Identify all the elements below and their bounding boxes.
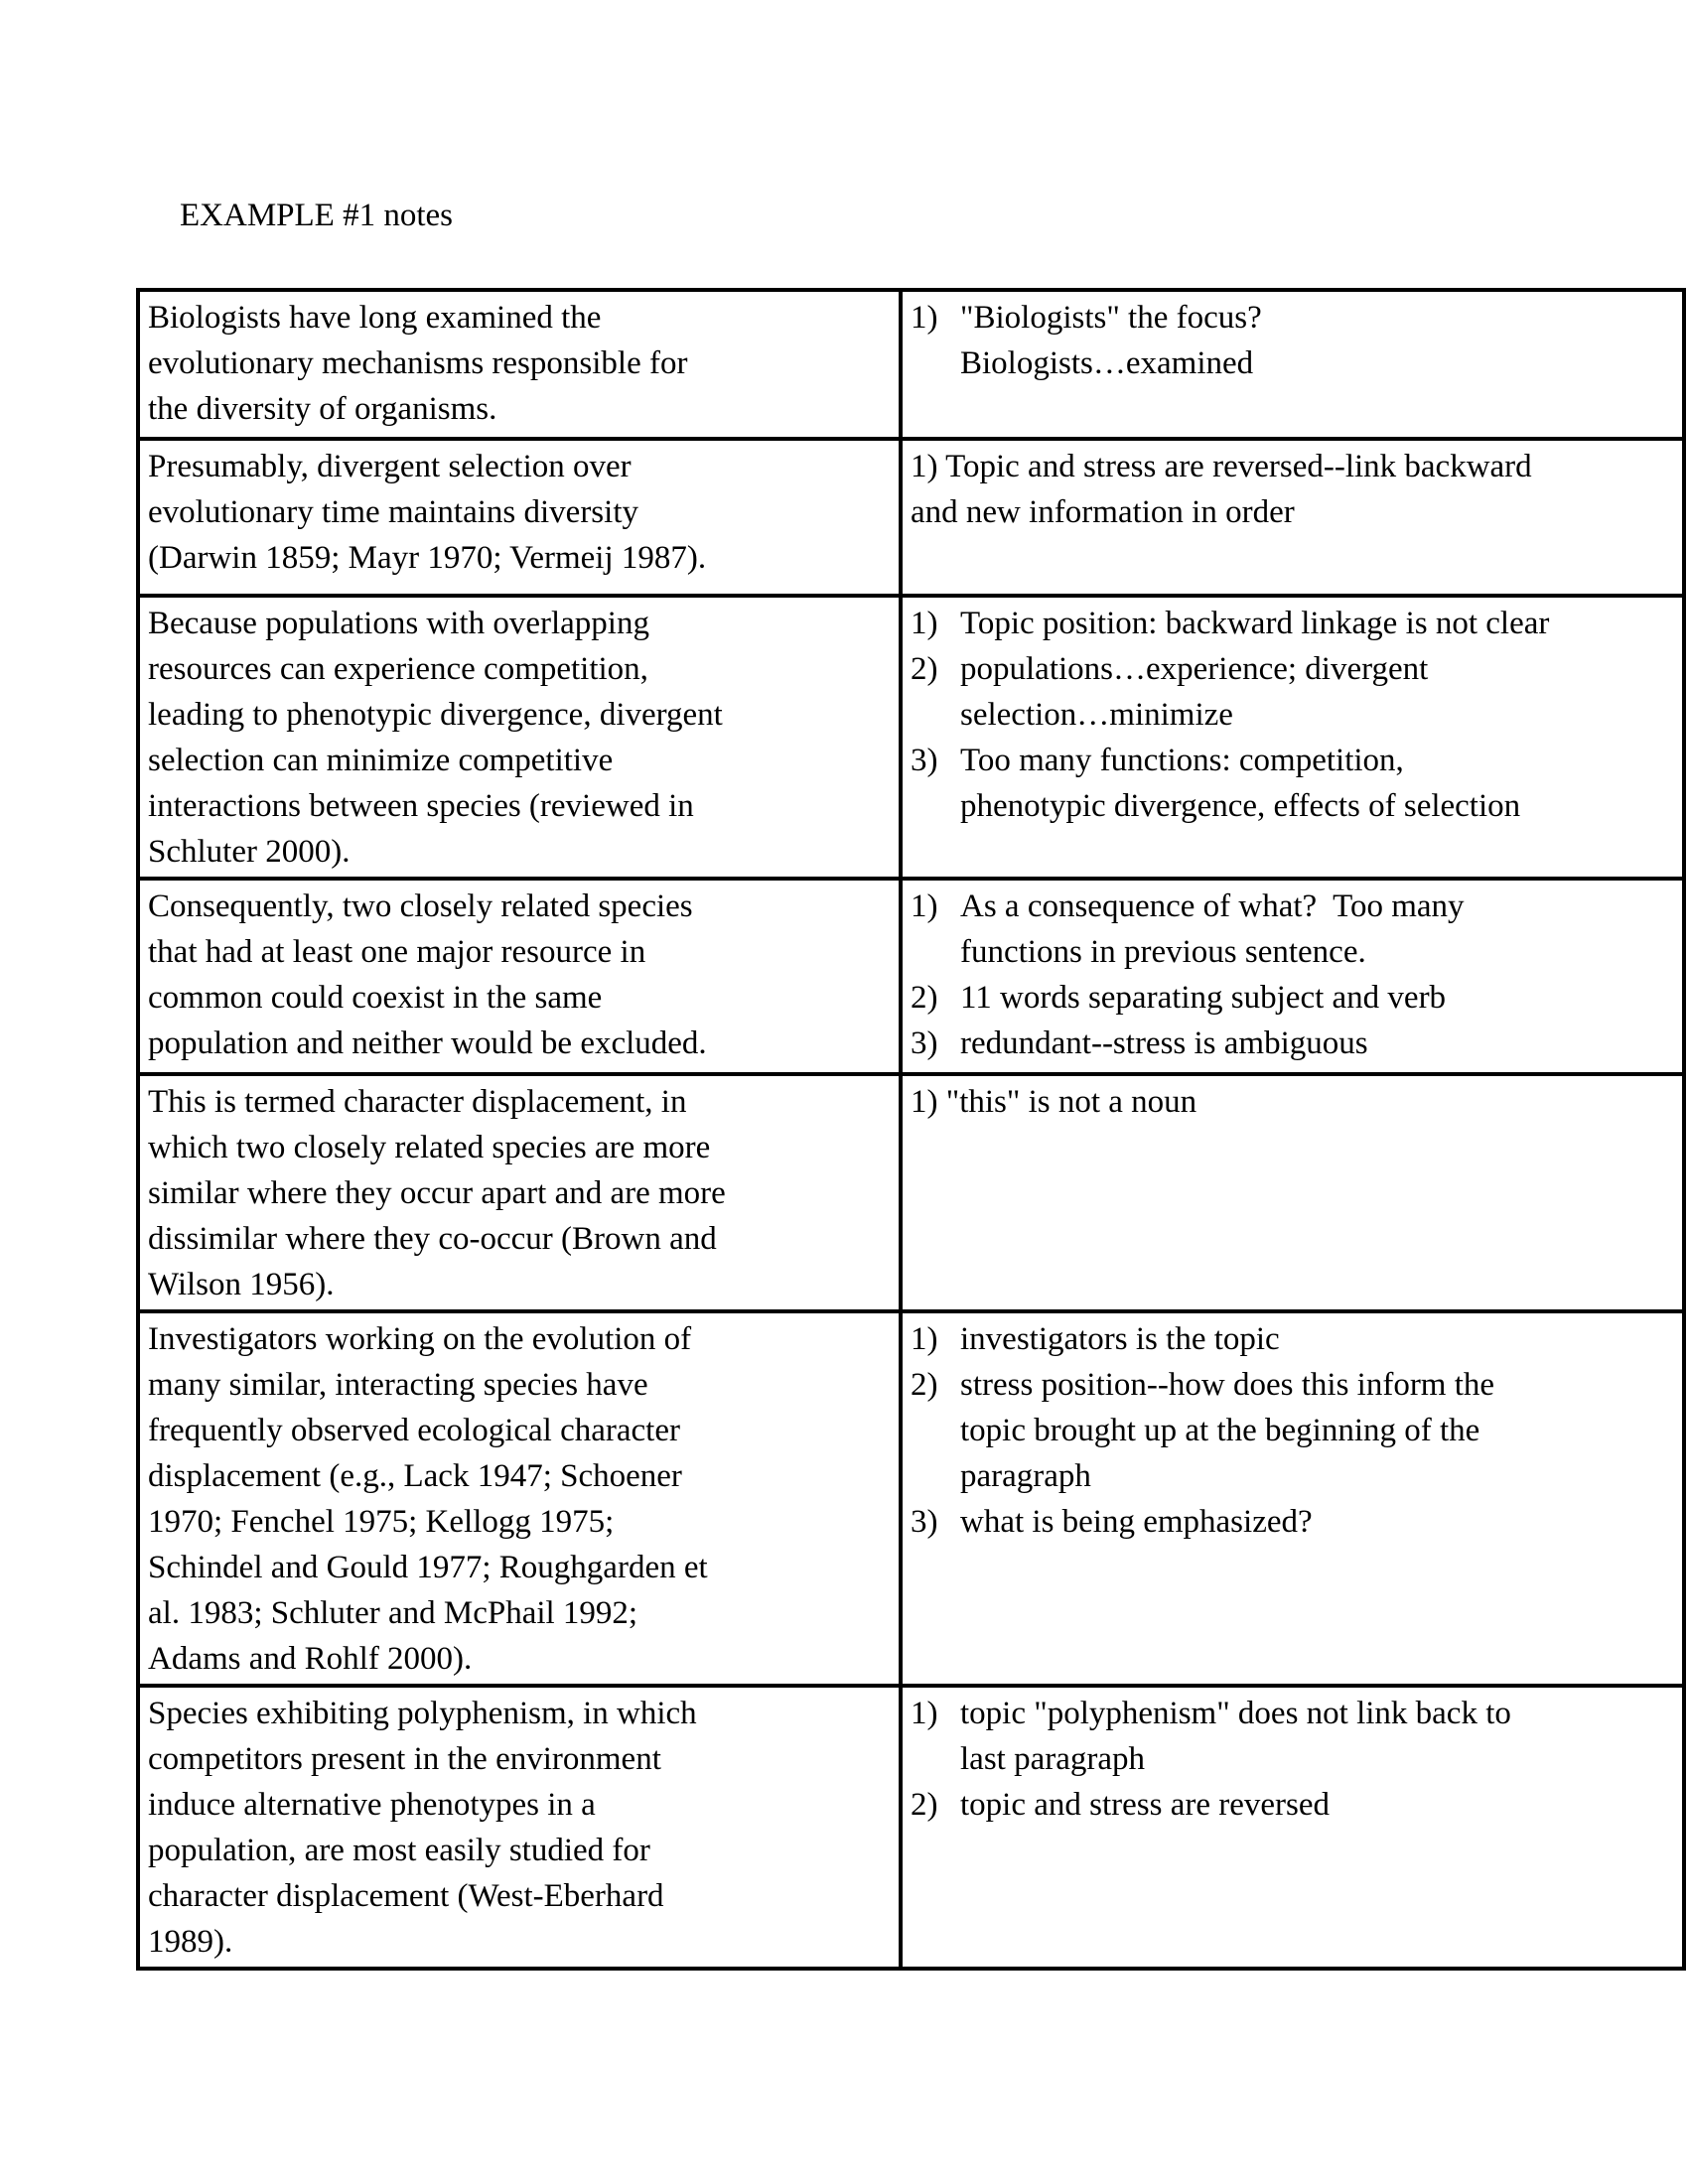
- text-line: 1) "this" is not a noun: [911, 1084, 1197, 1120]
- text-line: population and neither would be excluded.: [148, 1025, 707, 1061]
- note-item: [911, 1021, 1674, 1066]
- text-line: 1989).: [148, 1924, 233, 1960]
- text-line: populations…experience; divergent: [960, 651, 1429, 687]
- source-sentence-cell: [138, 1074, 901, 1311]
- table-row: [138, 439, 1684, 596]
- notes-cell: [901, 596, 1684, 879]
- text-line: that had at least one major resource in: [148, 934, 646, 970]
- text-line: Wilson 1956).: [148, 1267, 335, 1302]
- text-line: the diversity of organisms.: [148, 391, 497, 427]
- text-line: frequently observed ecological character: [148, 1413, 680, 1448]
- page-title: EXAMPLE #1 notes: [180, 198, 453, 233]
- text-line: Too many functions: competition,: [960, 743, 1404, 778]
- text-line: topic and stress are reversed: [960, 1787, 1331, 1823]
- text-line: Schluter 2000).: [148, 834, 351, 870]
- text-line: and new information in order: [911, 494, 1295, 530]
- text-line: population, are most easily studied for: [148, 1833, 650, 1868]
- source-sentence-cell: [138, 290, 901, 439]
- table-row: [138, 879, 1684, 1074]
- note-item-marker: 2): [911, 1367, 938, 1403]
- note-item-marker: 3): [911, 743, 938, 778]
- text-line: last paragraph: [960, 1741, 1145, 1777]
- note-item: [911, 738, 1674, 829]
- text-line: Topic position: backward linkage is not clear: [960, 606, 1550, 641]
- table-row: [138, 596, 1684, 879]
- note-item: [911, 1316, 1674, 1362]
- source-sentence-cell: [138, 439, 901, 596]
- notes-cell: [901, 1311, 1684, 1686]
- text-line: Because populations with overlapping: [148, 606, 649, 641]
- text-line: Schindel and Gould 1977; Roughgarden et: [148, 1550, 708, 1585]
- text-line: common could coexist in the same: [148, 980, 603, 1016]
- note-item-marker: 1): [911, 888, 938, 924]
- note-item-marker: 1): [911, 1321, 938, 1357]
- text-line: investigators is the topic: [960, 1321, 1280, 1357]
- text-line: Consequently, two closely related species: [148, 888, 693, 924]
- text-line: This is termed character displacement, in: [148, 1084, 687, 1120]
- notes-cell: [901, 290, 1684, 439]
- text-line: similar where they occur apart and are more: [148, 1175, 726, 1211]
- note-item: [911, 601, 1674, 646]
- text-line: phenotypic divergence, effects of selection: [960, 788, 1521, 824]
- source-sentence-cell: [138, 1311, 901, 1686]
- note-item-marker: 1): [911, 300, 938, 336]
- table-row: [138, 290, 1684, 439]
- text-line: 1970; Fenchel 1975; Kellogg 1975;: [148, 1504, 615, 1540]
- text-line: As a consequence of what? Too many: [960, 888, 1465, 924]
- notes-cell: [901, 879, 1684, 1074]
- text-line: selection…minimize: [960, 697, 1233, 733]
- text-line: induce alternative phenotypes in a: [148, 1787, 596, 1823]
- text-line: dissimilar where they co-occur (Brown and: [148, 1221, 717, 1257]
- text-line: leading to phenotypic divergence, divergent: [148, 697, 723, 733]
- source-sentence-cell: [138, 596, 901, 879]
- note-item-marker: 2): [911, 651, 938, 687]
- text-line: al. 1983; Schluter and McPhail 1992;: [148, 1595, 638, 1631]
- text-line: paragraph: [960, 1458, 1091, 1494]
- table-row: [138, 1074, 1684, 1311]
- notes-cell: [901, 1074, 1684, 1311]
- text-line: competitors present in the environment: [148, 1741, 661, 1777]
- note-item-marker: 3): [911, 1504, 938, 1540]
- text-line: "Biologists" the focus?: [960, 300, 1262, 336]
- text-line: Biologists have long examined the: [148, 300, 602, 336]
- text-line: Adams and Rohlf 2000).: [148, 1641, 473, 1677]
- text-line: Species exhibiting polyphenism, in which: [148, 1696, 697, 1731]
- text-line: displacement (e.g., Lack 1947; Schoener: [148, 1458, 682, 1494]
- note-item: [911, 1782, 1674, 1828]
- text-line: 11 words separating subject and verb: [960, 980, 1447, 1016]
- text-line: stress position--how does this inform the: [960, 1367, 1495, 1403]
- note-item-marker: 2): [911, 1787, 938, 1823]
- note-item-marker: 1): [911, 606, 938, 641]
- table-row: [138, 1311, 1684, 1686]
- note-item: [911, 1691, 1674, 1782]
- text-line: evolutionary mechanisms responsible for: [148, 345, 688, 381]
- notes-table: [136, 288, 1686, 1971]
- text-line: which two closely related species are more: [148, 1130, 711, 1165]
- notes-cell: [901, 1686, 1684, 1969]
- note-item: [911, 295, 1674, 386]
- text-line: character displacement (West-Eberhard: [148, 1878, 664, 1914]
- note-item: [911, 646, 1674, 738]
- note-item-marker: 1): [911, 1696, 938, 1731]
- text-line: Biologists…examined: [960, 345, 1254, 381]
- source-sentence-cell: [138, 879, 901, 1074]
- note-item-marker: 2): [911, 980, 938, 1016]
- text-line: functions in previous sentence.: [960, 934, 1366, 970]
- text-line: resources can experience competition,: [148, 651, 648, 687]
- notes-cell: [901, 439, 1684, 596]
- text-line: 1) Topic and stress are reversed--link backward: [911, 449, 1532, 484]
- text-line: redundant--stress is ambiguous: [960, 1025, 1368, 1061]
- text-line: Investigators working on the evolution of: [148, 1321, 692, 1357]
- note-item: [911, 1362, 1674, 1499]
- source-sentence-cell: [138, 1686, 901, 1969]
- text-line: interactions between species (reviewed in: [148, 788, 694, 824]
- text-line: Presumably, divergent selection over: [148, 449, 632, 484]
- text-line: what is being emphasized?: [960, 1504, 1313, 1540]
- text-line: many similar, interacting species have: [148, 1367, 648, 1403]
- text-line: selection can minimize competitive: [148, 743, 614, 778]
- table-row: [138, 1686, 1684, 1969]
- note-item-marker: 3): [911, 1025, 938, 1061]
- text-line: topic brought up at the beginning of the: [960, 1413, 1480, 1448]
- text-line: topic "polyphenism" does not link back to: [960, 1696, 1511, 1731]
- note-item: [911, 884, 1674, 975]
- note-item: [911, 1499, 1674, 1545]
- text-line: (Darwin 1859; Mayr 1970; Vermeij 1987).: [148, 540, 707, 576]
- text-line: evolutionary time maintains diversity: [148, 494, 638, 530]
- note-item: [911, 975, 1674, 1021]
